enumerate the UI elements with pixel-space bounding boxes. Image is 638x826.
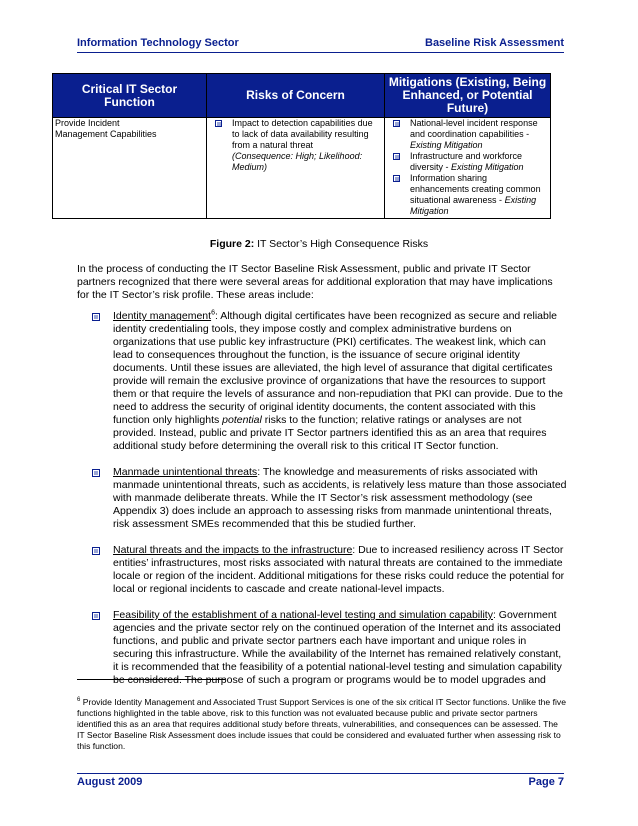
caption-text: IT Sector’s High Consequence Risks [254, 238, 429, 250]
figure-caption [0, 238, 638, 250]
checkbox-bullet-icon [92, 547, 100, 555]
mitigation-text: Infrastructure and workforce diversity - [410, 151, 523, 172]
item-text: : Government agencies and the private sector rely on the continued operation of the Internet and its associated functions, and public and private sector partners each have important and unique roles in securing this infrastructure. While the availability of the Internet has remained relatively constant, it is recommended that the feasibility of a potential national-level testing and simulation capability be considered. The purpose of such a program or programs would be to model upgrades and [113, 609, 562, 686]
function-line: Provide Incident [55, 118, 120, 128]
checkbox-bullet-icon [92, 313, 100, 321]
mitigation-item [387, 118, 548, 151]
checkbox-bullet-icon [393, 120, 400, 127]
intro-paragraph: In the process of conducting the IT Sector Baseline Risk Assessment, public and private IT Sector partners recognized that there were several areas for additional exploration that may have implications for the IT Sector’s risk profile. These areas include: [77, 263, 553, 301]
footnote-separator [77, 679, 225, 680]
mitigation-status: Existing Mitigation [410, 195, 537, 216]
table-header-row [53, 74, 551, 118]
table-row [53, 118, 551, 219]
footnote [77, 697, 567, 752]
col-header-mitigations: Mitigations (Existing, Being Enhanced, or Potential Future) [385, 74, 551, 118]
col-header-risks: Risks of Concern [207, 74, 385, 118]
cell-mitigations [385, 118, 551, 219]
list-item [77, 609, 567, 687]
cell-function [53, 118, 207, 219]
footnote-number: 6 [77, 697, 81, 704]
function-line: Management Capabilities [55, 129, 157, 139]
mitigation-text: National-level incident response and coordination capabilities - [410, 118, 538, 139]
checkbox-bullet-icon [215, 120, 222, 127]
risk-item [209, 118, 382, 173]
mitigation-status: Existing Mitigation [451, 162, 524, 172]
col-header-function: Critical IT Sector Function [53, 74, 207, 118]
header-right: Baseline Risk Assessment [425, 37, 564, 49]
footer-date: August 2009 [77, 776, 143, 788]
list-item [77, 544, 567, 596]
checkbox-bullet-icon [393, 153, 400, 160]
list-item [77, 466, 567, 531]
running-header [77, 37, 564, 49]
item-title: Natural threats and the impacts to the infrastructure [113, 544, 353, 556]
mitigation-item [387, 173, 548, 217]
item-text: : Due to increased resiliency across IT Sector entities’ infrastructures, most risks associated with natural threats are contained to the immediate locale or region of the incident. Additional mitigations for these risks could reduce the potential for local or regional incidents to cascade and create national-level impacts. [113, 544, 565, 595]
risk-text: Impact to detection capabilities due to lack of data availability resulting from a natural threat [232, 118, 373, 150]
footer-rule [77, 773, 564, 774]
header-left: Information Technology Sector [77, 37, 239, 49]
footnote-ref[interactable]: 6 [211, 309, 215, 317]
item-text: risks to the function; relative ratings or analyses are not provided. Instead, public and private IT Sector partners identified this as an area that requires additional study before determining the overall risk to this critical IT Sector function. [113, 414, 547, 452]
risk-table [52, 73, 551, 219]
item-emphasis: potential [222, 414, 262, 426]
running-footer [77, 776, 564, 788]
item-title: Feasibility of the establishment of a national-level testing and simulation capability [113, 609, 493, 621]
caption-label: Figure 2: [209, 238, 255, 250]
risk-rating: (Consequence: High; Likelihood: Medium) [232, 151, 363, 172]
areas-list [77, 310, 567, 687]
footnote-text: Provide Identity Management and Associated Trust Support Services is one of the six critical IT Sector functions. Unlike the five functions highlighted in the table above, risk to this function was not evaluated because public and private sector partners identified this as an area that requires additional study before threats, vulnerabilities, and consequences can be assessed. The IT Sector Baseline Risk Assessment does include issues that could be considered and evaluated further when assessing risk to this function. [77, 697, 566, 751]
checkbox-bullet-icon [393, 175, 400, 182]
mitigation-text: Information sharing enhancements creating common situational awareness - [410, 173, 541, 205]
cell-risks [207, 118, 385, 219]
list-item [77, 310, 567, 453]
item-text: : Although digital certificates have been recognized as secure and reliable identity credentialing tools, they impose costly and complex administrative burdens on organizations that use public key infrastructure (PKI) certificates. The weakest link, which can lead to consequences throughout the function, is the issuance of secure original identity documents. Until these issues are alleviated, the high level of assurance that digital certificates provide will remain the exclusive province of organizations that have the resources to support them or that require the levels of assurance and non-repudiation that PKI can provide. Due to the need to address the security of original identity documents, the content associated with this function only highlights [113, 310, 564, 426]
checkbox-bullet-icon [92, 612, 100, 620]
item-title: Identity management [113, 310, 212, 322]
checkbox-bullet-icon [92, 469, 100, 477]
mitigation-item [387, 151, 548, 173]
page-number: Page 7 [528, 776, 564, 788]
mitigation-status: Existing Mitigation [410, 140, 483, 150]
header-rule [77, 52, 564, 53]
item-title: Manmade unintentional threats [113, 466, 258, 478]
item-text: : The knowledge and measurements of risks associated with manmade unintentional threats, such as accidents, is relatively less mature than those associated with manmade deliberate threats. While the IT Sector’s risk assessment methodology (see Appendix 3) does include an approach to assessing risks from manmade unintentional threats, risk assessment SMEs recommended that this be studied further. [113, 466, 567, 530]
